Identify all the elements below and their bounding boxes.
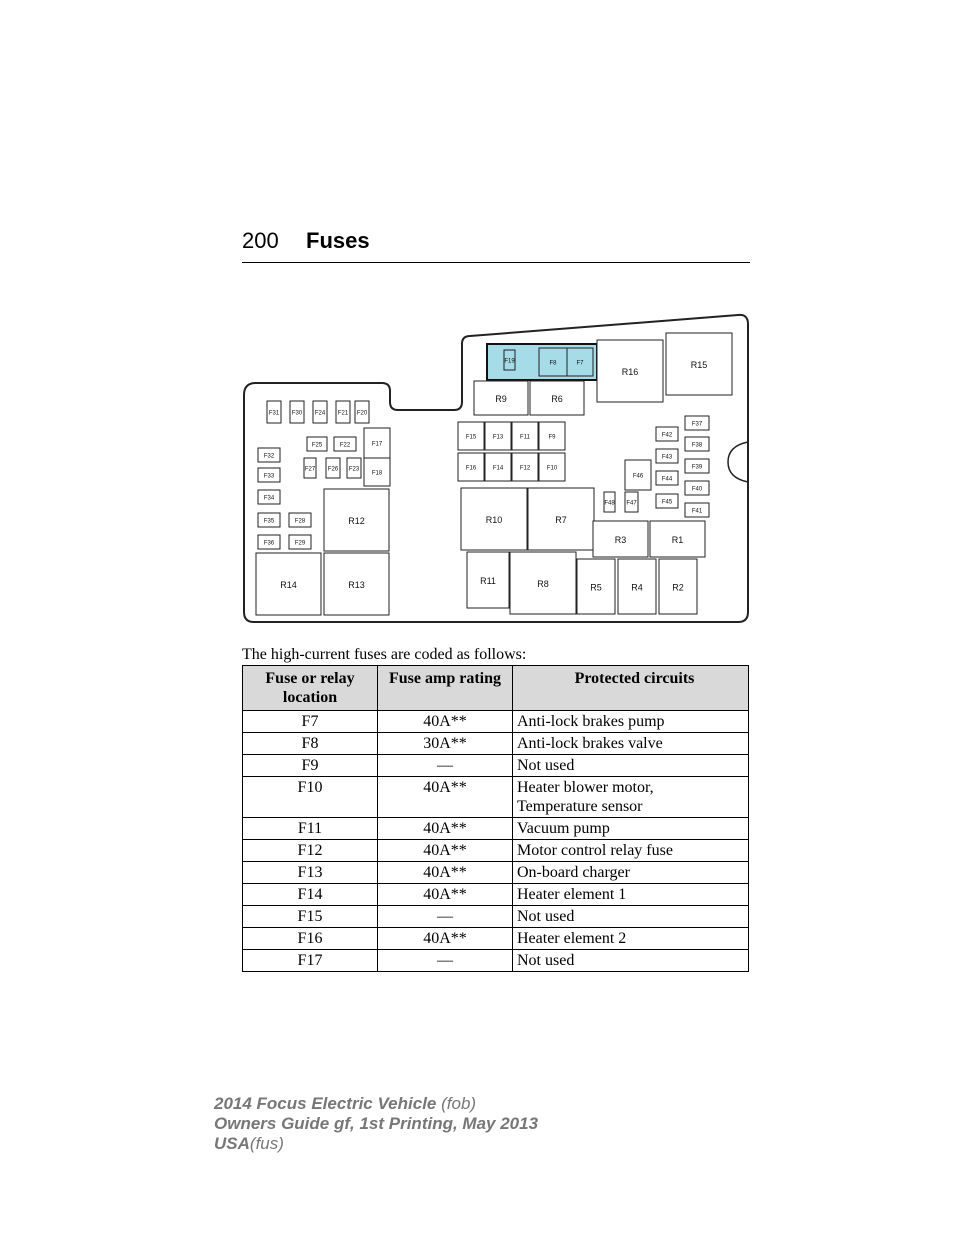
- relay-r9: [474, 381, 528, 415]
- column-header-location: Fuse or relay location: [243, 666, 378, 711]
- svg-text:F15: F15: [465, 434, 477, 441]
- fuse-f30: [290, 401, 304, 423]
- svg-text:F48: F48: [604, 500, 615, 507]
- protected-circuits-cell: Not used: [513, 755, 749, 777]
- fuse-f24: [313, 401, 327, 423]
- protected-circuits-cell: On-board charger: [513, 862, 749, 884]
- svg-text:F12: F12: [519, 465, 531, 472]
- svg-text:R15: R15: [690, 360, 708, 370]
- svg-text:R2: R2: [672, 582, 684, 593]
- svg-text:F42: F42: [661, 432, 673, 439]
- svg-text:F20: F20: [356, 410, 368, 417]
- fuse-f23: [347, 458, 361, 478]
- fuse-f35: [258, 513, 280, 527]
- svg-text:F45: F45: [661, 499, 673, 506]
- fuse-location-cell: F15: [243, 906, 378, 928]
- protected-circuits-cell: Not used: [513, 950, 749, 972]
- page-header: [242, 228, 750, 263]
- svg-text:R14: R14: [280, 580, 297, 590]
- fuse-rating-cell: 40A**: [378, 777, 513, 818]
- svg-text:F25: F25: [311, 442, 323, 449]
- fuse-rating-cell: 40A**: [378, 711, 513, 733]
- svg-text:F29: F29: [294, 540, 306, 547]
- svg-text:F8: F8: [549, 360, 557, 367]
- svg-text:F11: F11: [520, 434, 530, 441]
- fuse-f12: [512, 453, 538, 481]
- svg-text:F27: F27: [304, 466, 316, 473]
- svg-text:F13: F13: [492, 434, 504, 441]
- fuse-f32: [258, 448, 280, 462]
- fuse-location-cell: F14: [243, 884, 378, 906]
- fuse-f7: [567, 348, 593, 376]
- fuse-f42: [656, 427, 678, 441]
- fuse-f25: [307, 437, 327, 451]
- fuse-f21: [336, 401, 350, 423]
- fuse-f41: [685, 503, 709, 517]
- footer-line-2: Owners Guide gf, 1st Printing, May 2013: [214, 1114, 539, 1133]
- fuse-f13: [485, 422, 511, 450]
- svg-text:F19: F19: [504, 358, 515, 365]
- protected-circuits-cell: Not used: [513, 906, 749, 928]
- relay-r1: [650, 521, 705, 557]
- protected-circuits-cell: Anti-lock brakes pump: [513, 711, 749, 733]
- svg-text:F24: F24: [314, 410, 326, 417]
- fuse-f15: [458, 422, 484, 450]
- fuse-location-cell: F17: [243, 950, 378, 972]
- fuse-location-cell: F16: [243, 928, 378, 950]
- fuse-f46: [625, 460, 651, 490]
- fuse-f14: [485, 453, 511, 481]
- table-row: [243, 755, 749, 777]
- fuse-location-cell: F11: [243, 818, 378, 840]
- svg-text:R13: R13: [348, 580, 365, 590]
- svg-text:F39: F39: [691, 464, 703, 471]
- table-header-row: [243, 666, 749, 711]
- fuse-rating-cell: 40A**: [378, 884, 513, 906]
- fuse-location-cell: F13: [243, 862, 378, 884]
- svg-text:R12: R12: [348, 516, 365, 526]
- table-row: [243, 928, 749, 950]
- svg-text:F18: F18: [371, 470, 383, 477]
- relay-r6: [530, 381, 584, 415]
- fuse-f34: [258, 490, 280, 504]
- fuse-f47: [625, 492, 638, 512]
- fuse-rating-cell: 40A**: [378, 840, 513, 862]
- fuse-box-diagram: [242, 312, 752, 630]
- table-row: [243, 733, 749, 755]
- fuse-location-cell: F8: [243, 733, 378, 755]
- table-row: [243, 840, 749, 862]
- fuse-f36: [258, 535, 280, 549]
- fuse-box-notch: [728, 442, 748, 482]
- fuse-f28: [289, 513, 311, 527]
- fuse-box-svg: [242, 312, 752, 630]
- fuse-f44: [656, 471, 678, 485]
- page-number: 200: [242, 228, 279, 253]
- protected-circuits-cell: Anti-lock brakes valve: [513, 733, 749, 755]
- fuse-rating-cell: —: [378, 906, 513, 928]
- protected-circuits-cell: Heater blower motor, Temperature sensor: [513, 777, 749, 818]
- relay-r3: [593, 521, 648, 557]
- svg-text:R16: R16: [621, 367, 639, 377]
- footer-line-3: USA(fus): [214, 1134, 284, 1153]
- relay-r7: [528, 488, 594, 550]
- fuse-f19: [504, 350, 515, 370]
- svg-text:R10: R10: [485, 515, 503, 525]
- svg-text:F44: F44: [661, 476, 673, 483]
- relay-r10: [461, 488, 527, 550]
- table-row: [243, 884, 749, 906]
- fuse-f27: [304, 458, 316, 478]
- svg-text:R3: R3: [614, 535, 627, 545]
- svg-text:F28: F28: [294, 518, 306, 525]
- table-row: [243, 906, 749, 928]
- svg-text:F31: F31: [268, 410, 280, 417]
- svg-text:F9: F9: [548, 434, 556, 441]
- relay-r11: [467, 552, 509, 608]
- svg-text:F37: F37: [691, 421, 703, 428]
- fuse-f48: [604, 492, 615, 512]
- section-title: Fuses: [306, 228, 370, 253]
- footer-line-1: 2014 Focus Electric Vehicle (fob): [214, 1094, 477, 1113]
- fuse-f8: [539, 348, 567, 376]
- fuse-location-cell: F10: [243, 777, 378, 818]
- svg-text:F41: F41: [691, 508, 703, 515]
- protected-circuits-cell: Heater element 2: [513, 928, 749, 950]
- svg-text:F32: F32: [263, 453, 275, 460]
- fuse-f16: [458, 453, 484, 481]
- intro-text: The high-current fuses are coded as follows:: [242, 646, 527, 663]
- svg-text:R4: R4: [631, 582, 643, 593]
- svg-text:F26: F26: [327, 466, 339, 473]
- table-row: [243, 777, 749, 818]
- relay-r14: [256, 553, 321, 615]
- fuse-rating-cell: 30A**: [378, 733, 513, 755]
- column-header-circuits: Protected circuits: [513, 666, 749, 711]
- fuse-f38: [685, 437, 709, 451]
- svg-text:F38: F38: [691, 442, 703, 449]
- protected-circuits-cell: Vacuum pump: [513, 818, 749, 840]
- table-row: [243, 711, 749, 733]
- fuse-rating-cell: 40A**: [378, 862, 513, 884]
- column-header-rating: Fuse amp rating: [378, 666, 513, 711]
- relay-r12: [324, 489, 389, 551]
- relay-r13: [324, 553, 389, 615]
- svg-text:F36: F36: [263, 540, 275, 547]
- fuse-rating-cell: —: [378, 755, 513, 777]
- svg-text:F21: F21: [337, 410, 349, 417]
- fuse-table: [242, 665, 749, 972]
- svg-text:R5: R5: [590, 582, 602, 593]
- relay-r16: [597, 340, 663, 402]
- fuse-f22: [334, 437, 356, 451]
- svg-text:F30: F30: [291, 410, 303, 417]
- svg-text:F14: F14: [492, 465, 504, 472]
- fuse-location-cell: F12: [243, 840, 378, 862]
- relay-r8: [510, 552, 576, 614]
- table-row: [243, 950, 749, 972]
- svg-text:F23: F23: [348, 466, 360, 473]
- fuse-f39: [685, 459, 709, 473]
- relay-r15: [666, 333, 732, 395]
- fuse-f40: [685, 481, 709, 495]
- fuse-f45: [656, 494, 678, 508]
- svg-text:F34: F34: [263, 495, 275, 502]
- svg-text:F22: F22: [339, 442, 351, 449]
- svg-text:F43: F43: [661, 454, 673, 461]
- fuse-f9: [539, 422, 565, 450]
- fuse-location-cell: F9: [243, 755, 378, 777]
- table-row: [243, 862, 749, 884]
- fuse-rating-cell: —: [378, 950, 513, 972]
- svg-text:F47: F47: [626, 500, 637, 507]
- svg-text:F7: F7: [576, 360, 584, 367]
- fuse-f20: [355, 401, 369, 423]
- svg-text:R1: R1: [671, 535, 684, 545]
- svg-text:F16: F16: [465, 465, 477, 472]
- fuse-f37: [685, 416, 709, 430]
- fuse-f10: [539, 453, 565, 481]
- relay-r2: [659, 559, 697, 614]
- fuse-f33: [258, 468, 280, 482]
- table-row: [243, 818, 749, 840]
- document-footer: [214, 1094, 538, 1154]
- svg-text:F46: F46: [632, 473, 644, 480]
- svg-text:F33: F33: [263, 473, 275, 480]
- relay-r4: [618, 559, 656, 614]
- fuse-f31: [267, 401, 281, 423]
- fuse-location-cell: F7: [243, 711, 378, 733]
- protected-circuits-cell: Heater element 1: [513, 884, 749, 906]
- fuse-f11: [512, 422, 538, 450]
- protected-circuits-cell: Motor control relay fuse: [513, 840, 749, 862]
- fuse-f18: [364, 458, 390, 486]
- fuse-f29: [289, 535, 311, 549]
- svg-text:F35: F35: [263, 518, 275, 525]
- svg-text:R11: R11: [480, 576, 496, 586]
- fuse-rating-cell: 40A**: [378, 818, 513, 840]
- svg-text:F17: F17: [371, 441, 383, 448]
- svg-text:R8: R8: [537, 579, 549, 589]
- svg-text:F10: F10: [546, 465, 558, 472]
- svg-text:R6: R6: [551, 394, 563, 404]
- fuse-f17: [364, 428, 390, 458]
- svg-text:R7: R7: [555, 515, 567, 525]
- fuse-f43: [656, 449, 678, 463]
- fuse-rating-cell: 40A**: [378, 928, 513, 950]
- svg-text:F40: F40: [691, 486, 703, 493]
- svg-text:R9: R9: [495, 394, 507, 404]
- fuse-f26: [326, 458, 340, 478]
- relay-r5: [577, 559, 615, 614]
